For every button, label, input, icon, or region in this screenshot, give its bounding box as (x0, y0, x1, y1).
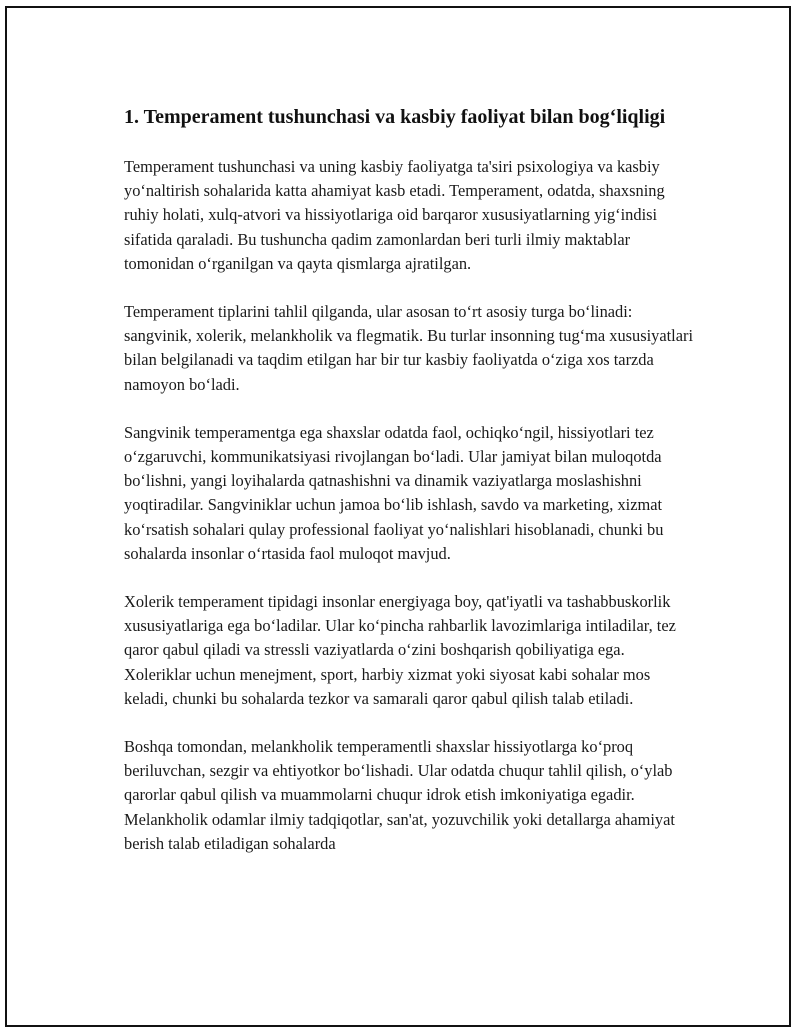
paragraph-choleric: Xolerik temperament tipidagi insonlar energiyaga boy, qat'iyatli va tashabbuskorlik xususiyatlariga ega bo‘ladilar. Ular ko‘pincha rahbarlik lavozimlariga intiladilar, tez qaror qabul qiladi va stressli vaziyatlarda o‘zini boshqarish qobiliyatiga ega. Xoleriklar uchun menejment, sport, harbiy xizmat yoki siyosat kabi sohalar mos keladi, chunki bu sohalarda tezkor va samarali qaror qabul qilish talab etiladi. (124, 592, 676, 708)
paragraph-melancholic: Boshqa tomondan, melankholik temperamentli shaxslar hissiyotlarga ko‘proq beriluvchan, sezgir va ehtiyotkor bo‘lishadi. Ular odatda chuqur tahlil qilish, o‘ylab qarorlar qabul qilish va muammolarni chuqur idrok etish imkoniyatiga egadir. Melankholik odamlar ilmiy tadqiqotlar, san'at, yozuvchilik yoki detallarga ahamiyat berish talab etiladigan sohalarda (124, 737, 675, 853)
paragraph-sanguine: Sangvinik temperamentga ega shaxslar odatda faol, ochiqko‘ngil, hissiyotlari tez o‘zgaruvchi, kommunikatsiyasi rivojlangan bo‘ladi. Ular jamiyat bilan muloqotda bo‘lishni, yangi loyihalarda qatnashishni va dinamik vaziyatlarga moslashishni yoqtiradilar. Sangviniklar uchun jamoa bo‘lib ishlash, savdo va marketing, xizmat ko‘rsatish sohalari qulay professional faoliyat yo‘nalishlari hisoblanadi, chunki bu sohalarda insonlar o‘rtasida faol muloqot mavjud. (124, 422, 664, 563)
paragraph-types: Temperament tiplarini tahlil qilganda, ular asosan to‘rt asosiy turga bo‘linadi: sangvinik, xolerik, melankholik va flegmatik. Bu turlar insonning tug‘ma xususiyatlari bilan belgilanadi va taqdim etilgan har bir tur kasbiy faoliyatda o‘ziga xos tarzda namoyon bo‘ladi. (124, 302, 694, 394)
paragraph-intro: Temperament tushunchasi va uning kasbiy faoliyatga ta'siri psixologiya va kasbiy yo‘naltirish sohalarida katta ahamiyat kasb etadi. Temperament, odatda, shaxsning ruhiy holati, xulq-atvori va hissiyotlariga oid barqaror xususiyatlarning yig‘indisi sifatida qaraladi. Bu tushuncha qadim zamonlardan beri turli ilmiy maktablar tomonidan o‘rganilgan va qayta qismlarga ajratilgan. (124, 157, 665, 273)
document-body (124, 103, 694, 880)
page-frame (5, 6, 791, 1027)
section-heading: 1. Temperament tushunchasi va kasbiy faoliyat bilan bog‘liqligi (124, 106, 666, 128)
